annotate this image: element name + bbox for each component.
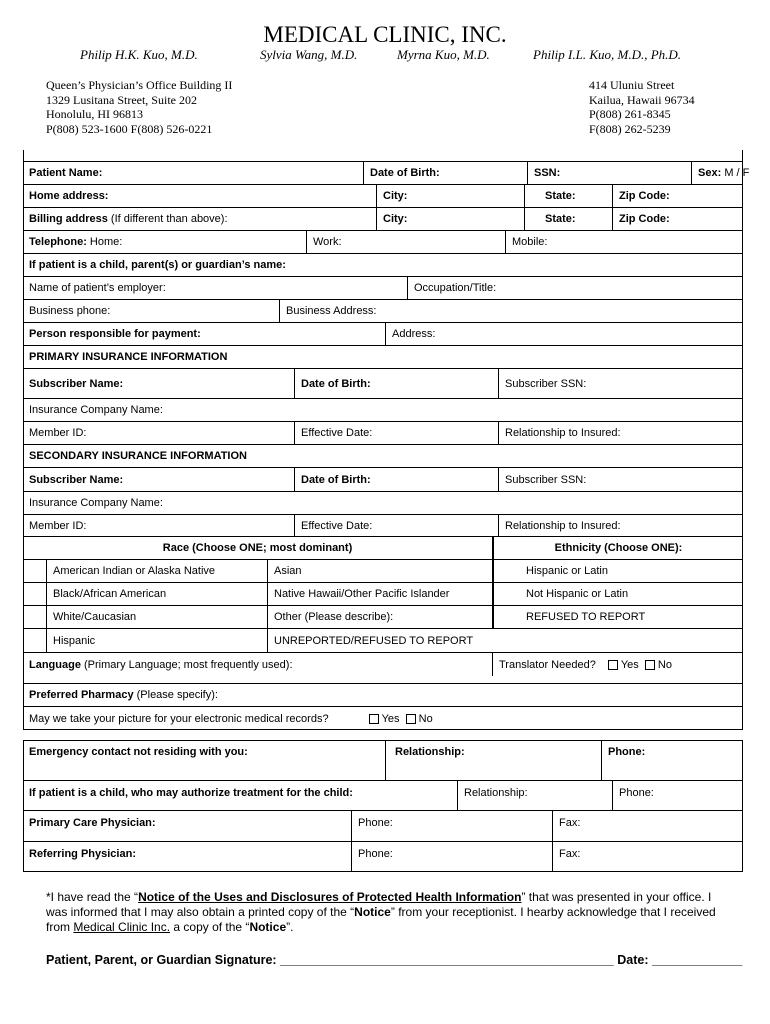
secondary-relationship-field[interactable]: Relationship to Insured:: [498, 515, 743, 536]
doctor-name: Philip H.K. Kuo, M.D.: [80, 47, 198, 62]
race-heading: Race (Choose ONE; most dominant): [162, 542, 353, 554]
row-secondary-member: [23, 514, 743, 536]
doctor-name: Myrna Kuo, M.D.: [397, 47, 490, 62]
row-telephone: [23, 230, 743, 253]
primary-subscriber-field[interactable]: Subscriber Name:: [29, 377, 124, 390]
race-option[interactable]: Hispanic: [46, 629, 267, 652]
secondary-company-field[interactable]: Insurance Company Name:: [29, 497, 163, 509]
row-responsible: [23, 322, 743, 345]
primary-subscriber-dob-field[interactable]: Date of Birth:: [294, 369, 498, 398]
picture-no-checkbox[interactable]: [406, 714, 416, 724]
primary-insurance-heading: PRIMARY INSURANCE INFORMATION: [29, 351, 228, 363]
city-field[interactable]: City:: [376, 185, 524, 207]
billing-city-field[interactable]: City:: [376, 208, 524, 230]
ethnicity-option[interactable]: REFUSED TO REPORT: [492, 606, 743, 628]
billing-address-field[interactable]: Billing address (If different than above):: [29, 213, 228, 225]
occupation-field[interactable]: Occupation/Title:: [407, 277, 743, 299]
referring-phone-field[interactable]: Phone:: [351, 842, 552, 872]
race-option[interactable]: Black/African American: [46, 583, 267, 605]
ssn-field[interactable]: SSN:: [527, 162, 691, 184]
primary-subscriber-ssn-field[interactable]: Subscriber SSN:: [498, 369, 743, 398]
ethnicity-empty: [492, 629, 743, 652]
translator-yes-checkbox[interactable]: [608, 660, 618, 670]
address-left: Queen’s Physician’s Office Building II 1329 Lusitana Street, Suite 202 Honolulu, HI 96813 P(808) 523-1600 F(808) 526-0221: [46, 78, 233, 136]
row-billing-address: [23, 207, 743, 230]
row-pcp: [23, 810, 743, 841]
row-secondary-header: [23, 444, 743, 467]
employer-field[interactable]: Name of patient’s employer:: [29, 282, 166, 294]
secondary-effective-date-field[interactable]: Effective Date:: [294, 515, 498, 536]
address-right: 414 Uluniu Street Kailua, Hawaii 96734 P(808) 261-8345 F(808) 262-5239: [589, 78, 695, 136]
race-option[interactable]: American Indian or Alaska Native: [46, 560, 267, 582]
signature-line[interactable]: Patient, Parent, or Guardian Signature: ________________________________________________ Date: _____________: [46, 953, 743, 967]
ethnicity-option[interactable]: Hispanic or Latin: [492, 560, 743, 582]
signature-date[interactable]: Date: _____________: [617, 953, 743, 967]
responsible-field[interactable]: Person responsible for payment:: [29, 328, 201, 340]
race-option[interactable]: White/Caucasian: [46, 606, 267, 628]
row-emergency: [23, 740, 743, 780]
business-address-field[interactable]: Business Address:: [279, 300, 743, 322]
billing-zip-field[interactable]: Zip Code:: [612, 208, 743, 230]
home-phone-field[interactable]: Telephone: Home:: [29, 236, 123, 248]
row-secondary-subscriber: [23, 467, 743, 491]
primary-member-id-field[interactable]: Member ID:: [29, 427, 87, 439]
secondary-subscriber-field[interactable]: Subscriber Name:: [29, 473, 124, 486]
emergency-contact-field[interactable]: Emergency contact not residing with you:: [29, 746, 248, 758]
row-race-4: [23, 628, 743, 652]
row-primary-member: [23, 421, 743, 444]
row-business: [23, 299, 743, 322]
secondary-insurance-heading: SECONDARY INSURANCE INFORMATION: [29, 450, 247, 462]
doctor-name: Philip I.L. Kuo, M.D., Ph.D.: [533, 47, 682, 62]
patient-name-field[interactable]: Patient Name:: [29, 167, 103, 179]
row-primary-subscriber: [23, 368, 743, 398]
secondary-subscriber-dob-field[interactable]: Date of Birth:: [294, 468, 498, 491]
row-patient-name: [23, 161, 750, 184]
row-guardian: [23, 253, 743, 276]
responsible-address-field[interactable]: Address:: [385, 323, 743, 345]
referring-field[interactable]: Referring Physician:: [29, 848, 136, 860]
ethnicity-option[interactable]: Not Hispanic or Latin: [492, 583, 743, 605]
sex-field[interactable]: Sex: M / F: [691, 162, 743, 184]
child-relationship-field[interactable]: Relationship:: [457, 781, 612, 810]
translator-field: Translator Needed? Yes No: [492, 653, 743, 676]
race-option[interactable]: Asian: [267, 560, 492, 582]
row-employer: [23, 276, 743, 299]
emergency-relationship-field[interactable]: Relationship:: [385, 740, 601, 780]
billing-state-field[interactable]: State:: [524, 208, 612, 230]
row-referring: [23, 841, 743, 872]
pcp-field[interactable]: Primary Care Physician:: [29, 817, 156, 829]
secondary-member-id-field[interactable]: Member ID:: [29, 519, 87, 532]
row-picture: [23, 706, 743, 730]
business-phone-field[interactable]: Business phone:: [29, 305, 111, 317]
zip-field[interactable]: Zip Code:: [612, 185, 743, 207]
row-primary-company: [23, 398, 743, 421]
mobile-phone-field[interactable]: Mobile:: [505, 231, 743, 253]
row-child-authorize: [23, 780, 743, 810]
row-race-2: [23, 582, 743, 605]
pcp-fax-field[interactable]: Fax:: [552, 811, 743, 841]
home-address-field[interactable]: Home address:: [29, 190, 109, 202]
work-phone-field[interactable]: Work:: [306, 231, 505, 253]
picture-consent-field: May we take your picture for your electronic medical records? Yes No: [29, 712, 433, 725]
secondary-subscriber-ssn-field[interactable]: Subscriber SSN:: [498, 468, 743, 491]
translator-no-checkbox[interactable]: [645, 660, 655, 670]
guardian-name-field[interactable]: If patient is a child, parent(s) or guardian’s name:: [29, 259, 286, 271]
emergency-phone-field[interactable]: Phone:: [601, 740, 743, 780]
primary-company-field[interactable]: Insurance Company Name:: [29, 404, 163, 416]
referring-fax-field[interactable]: Fax:: [552, 842, 743, 872]
dob-field[interactable]: Date of Birth:: [363, 162, 527, 184]
doctor-name: Sylvia Wang, M.D.: [260, 47, 358, 62]
row-language: [23, 652, 743, 676]
race-option[interactable]: Other (Please describe):: [267, 606, 492, 628]
row-home-address: [23, 184, 743, 207]
primary-relationship-field[interactable]: Relationship to Insured:: [498, 422, 743, 444]
child-phone-field[interactable]: Phone:: [612, 781, 743, 810]
ethnicity-heading: Ethnicity (Choose ONE):: [492, 537, 743, 559]
row-race-3: [23, 605, 743, 628]
row-secondary-company: [23, 491, 743, 514]
language-field[interactable]: Language (Primary Language; most frequently used):: [29, 658, 293, 671]
hipaa-notice: *I have read the “Notice of the Uses and Disclosures of Protected Health Information” that was presented in your office. I was informed that I may also obtain a printed copy of the “Notice” from your receptionist. I hearby acknowledge that I received from Medical Clinic Inc. a copy of the “Notice”.: [46, 890, 716, 934]
row-race-header: [23, 536, 743, 559]
clinic-title: MEDICAL CLINIC, INC.: [263, 22, 507, 47]
row-pharmacy: [23, 683, 743, 706]
race-option[interactable]: Native Hawaii/Other Pacific Islander: [267, 583, 492, 605]
picture-yes-checkbox[interactable]: [369, 714, 379, 724]
state-field[interactable]: State:: [524, 185, 612, 207]
pcp-phone-field[interactable]: Phone:: [351, 811, 552, 841]
row-primary-header: [23, 345, 743, 368]
child-authorize-field[interactable]: If patient is a child, who may authorize treatment for the child:: [29, 787, 353, 799]
primary-effective-date-field[interactable]: Effective Date:: [294, 422, 498, 444]
row-race-1: [23, 559, 743, 582]
pharmacy-field[interactable]: Preferred Pharmacy (Please specify):: [29, 689, 218, 701]
race-option[interactable]: UNREPORTED/REFUSED TO REPORT: [267, 629, 492, 652]
